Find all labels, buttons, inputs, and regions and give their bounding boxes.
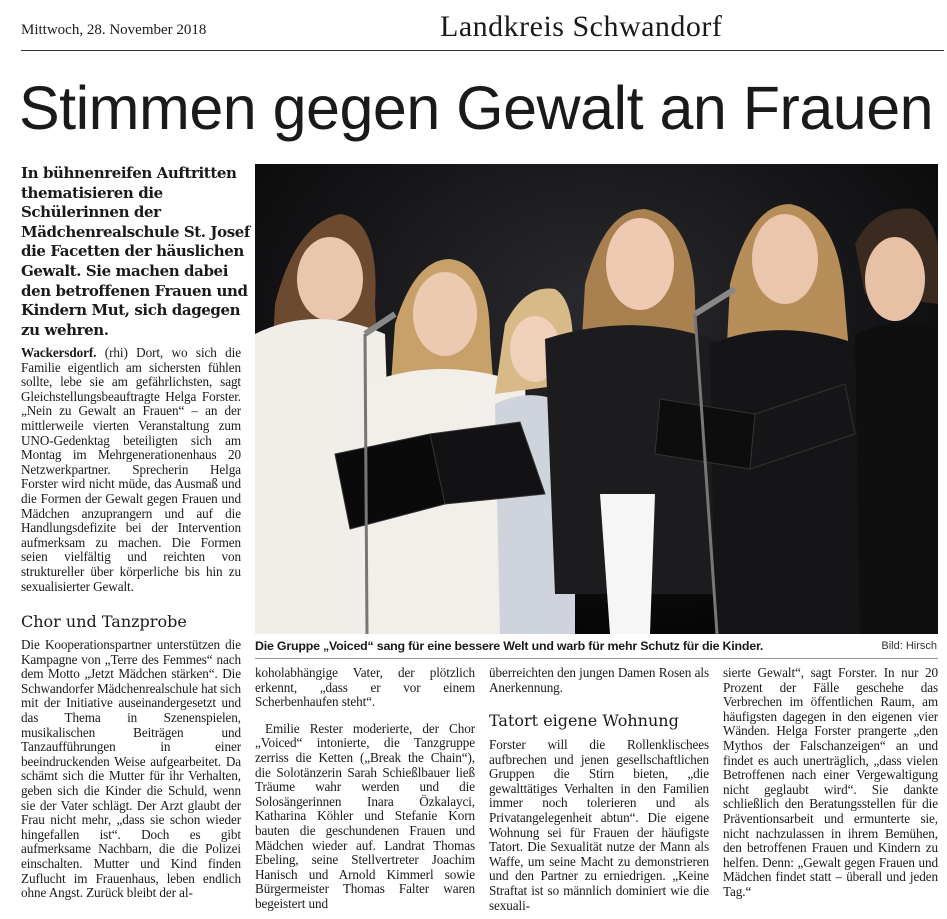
article-paragraph: Emilie Rester moderierte, der Chor „Voiced“ intonierte, die Tanzgruppe zerriss die Ketten („Break the Chain“), die Solotänzerin Sarah Schießlbauer ließ Träume wahr werden und die Solosängerinnen Inara Özkalayci, Katharina Köhler und Stefanie Korn bauten die geschundenen Frauen und Mädchen wieder auf. Landrat Thomas Ebeling, seine Stellvertreter Joachim Hanisch und Arnold Kimmerl sowie Bürgermeister Thomas Falter waren begeistert und bbox=[255, 720, 475, 911]
article-lead: In bühnenreifen Auftritten thematisieren die Schülerinnen der Mädchenrealschule St. Josef die Facetten der häuslichen Gewalt. Sie machen dabei den betroffenen Frauen und Kindern Mut, sich dagegen zu wehren. bbox=[21, 164, 250, 339]
article-paragraph: koholabhängige Vater, der plötzlich erkennt, „dass er vor einem Scherbenhaufen steht“. bbox=[255, 665, 475, 710]
subheading: Chor und Tanzprobe bbox=[21, 612, 187, 631]
article-paragraph: Forster will die Rollenklischees aufbrechen und jenen gesellschaftlichen Gruppen die Stirn bieten, „die gewalttätiges Verhalten in den Familien immer noch tolerieren und als Privatangelegenheit abtun“. Die eigene Wohnung sei für Frauen der häufigste Tatort. Die Sexualität nutze der Mann als Waffe, um seine Macht zu demonstrieren und den Partner zu erniedrigen. „Keine Straftat ist so männlich dominiert wie die sexuali- bbox=[489, 737, 709, 913]
singer-figure bbox=[855, 208, 938, 634]
article-column-1 bbox=[21, 346, 241, 594]
dateline: Wackersdorf. bbox=[21, 345, 97, 360]
section-title: Landkreis Schwandorf bbox=[440, 10, 723, 43]
article-paragraph: überreichten den jungen Damen Rosen als Anerkennung. bbox=[489, 665, 709, 695]
article-column-3 bbox=[489, 666, 709, 695]
photo-caption: Die Gruppe „Voiced“ sang für eine bessere Welt und warb für mehr Schutz für die Kinder. bbox=[255, 639, 764, 653]
article-headline: Stimmen gegen Gewalt an Frauen bbox=[19, 74, 934, 142]
article-column-2 bbox=[255, 666, 475, 912]
caption-divider bbox=[255, 658, 938, 659]
header-divider bbox=[21, 50, 944, 51]
subheading: Tatort eigene Wohnung bbox=[489, 711, 679, 730]
article-column-3b bbox=[489, 738, 709, 913]
choir-photo-illustration bbox=[255, 164, 938, 634]
article-paragraph: Die Kooperationspartner unterstützen die Kampagne von „Terre des Femmes“ nach dem Motto „Jetzt Mädchen stärken“. Die Schwandorfer Mädchenrealschule hat sich mit der Initiative auseinandergesetzt und das Thema in Szenenspielen, musikalischen Beiträgen und Tanzaufführungen in einer beeindruckenden Weise aufgearbeitet. Da schämt sich die Mutter für ihr Verhalten, geben sich die Kinder die Schuld, wenn sie der Vater schlägt. Der Arzt glaubt der Frau nicht mehr, „dass sie schon wieder hingefallen ist“. Doch es gibt aufmerksame Nachbarn, die die Polizei einschalten. Mutter und Kind finden Zuflucht im Frauenhaus, leben endlich ohne Angst. Zurück bleibt der al- bbox=[21, 637, 241, 901]
photo-credit: Bild: Hirsch bbox=[881, 640, 937, 652]
mic-stand bbox=[365, 334, 367, 634]
issue-date: Mittwoch, 28. November 2018 bbox=[21, 22, 207, 38]
article-paragraph: sierte Gewalt“, sagt Forster. In nur 20 Prozent der Fälle geschehe das Verbrechen im öffentlichen Raum, am häufigsten dagegen in den eigenen vier Wänden. Helga Forster prangerte „den Mythos der Falschanzeigen“ an und findet es auch unerträglich, „dass vielen Betroffenen nach einer Vergewaltigung nicht geglaubt wird“. Sie dankte schließlich den Beratungsstellen für die Präventionsarbeit und ermunterte sie, nicht nachzulassen in ihrem Bemühen, den betroffenen Frauen und Kindern zu helfen. Denn: „Gewalt gegen Frauen und Mädchen findet statt – überall und jeden Tag.“ bbox=[723, 665, 938, 899]
article-column-1b bbox=[21, 638, 241, 901]
article-paragraph bbox=[21, 346, 241, 594]
article-column-4 bbox=[723, 666, 938, 900]
article-photo bbox=[255, 164, 938, 634]
paragraph-text: (rhi) Dort, wo sich die Familie eigentlich am sichersten fühlen sollte, lebe sie am gefährlichsten, sagt Gleichstellungsbeauftragte Helga Forster. „Nein zu Gewalt an Frauen“ – an der mittlerweile vierten Veranstaltung zum UNO-Gedenktag beteiligten sich am Montag im Mehrgenerationenhaus 20 Netzwerkpartner. Sprecherin Helga Forster wird nicht müde, das Ausmaß und die Formen der Gewalt gegen Frauen und Mädchen anzuprangern und auf die Handlungsdefizite bei der Intervention aufmerksam zu machen. Die Formen seien vielfältig und reichten von struktureller über körperliche bis hin zu sexualisierter Gewalt. bbox=[21, 345, 241, 594]
